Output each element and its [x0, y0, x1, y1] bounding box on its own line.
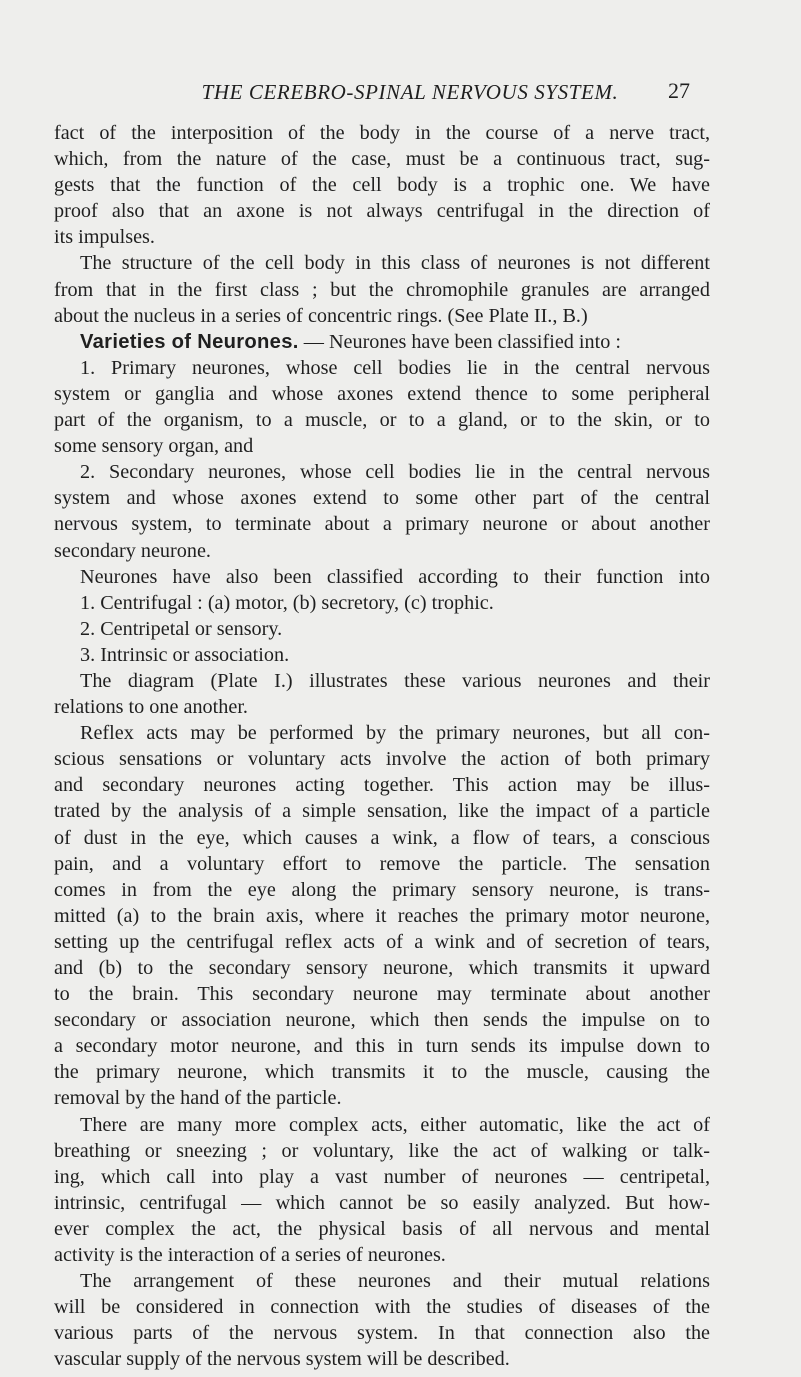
- text-line: of dust in the eye, which causes a wink, a flow of tears, a conscious: [54, 826, 710, 849]
- text-line: There are many more complex acts, either automatic, like the act of: [80, 1113, 710, 1136]
- text-line: setting up the centrifugal reflex acts of a wink and of secretion of tears,: [54, 930, 710, 953]
- text-line: relations to one another.: [54, 696, 248, 719]
- text-line: intrinsic, centrifugal — which cannot be so easily analyzed. But how-: [54, 1191, 710, 1214]
- section-heading-text: — Neurones have been classified into :: [298, 330, 621, 353]
- text-line: system and whose axones extend to some other part of the central: [54, 487, 710, 510]
- text-line: its impulses.: [54, 226, 155, 249]
- body-text: [54, 120, 710, 1373]
- text-line: secondary neurone.: [54, 539, 211, 562]
- text-line: ever complex the act, the physical basis of all nervous and mental: [54, 1217, 710, 1240]
- text-line: which, from the nature of the case, must be a continuous tract, sug-: [54, 148, 710, 171]
- text-line: fact of the interposition of the body in the course of a nerve tract,: [54, 122, 710, 144]
- text-line: system or ganglia and whose axones extend thence to some peripheral: [54, 382, 710, 405]
- text-line: proof also that an axone is not always centrifugal in the direction of: [54, 200, 710, 223]
- text-line: The arrangement of these neurones and their mutual relations: [80, 1270, 710, 1293]
- text-line: from that in the first class ; but the chromophile granules are arranged: [54, 278, 710, 301]
- text-line: a secondary motor neurone, and this in turn sends its impulse down to: [54, 1035, 710, 1058]
- text-line: 2. Centripetal or sensory.: [80, 617, 283, 640]
- text-line: The diagram (Plate I.) illustrates these various neurones and their: [80, 669, 710, 692]
- text-line: Reflex acts may be performed by the primary neurones, but all con-: [80, 722, 710, 745]
- text-line: ing, which call into play a vast number of neurones — centripetal,: [54, 1165, 710, 1188]
- text-line: to the brain. This secondary neurone may terminate about another: [54, 983, 710, 1006]
- text-line: 1. Centrifugal : (a) motor, (b) secretory, (c) trophic.: [80, 591, 494, 614]
- text-line: and (b) to the secondary sensory neurone, which transmits it upward: [54, 957, 710, 979]
- text-line: various parts of the nervous system. In that connection also the: [54, 1322, 710, 1345]
- text-line: mitted (a) to the brain axis, where it reaches the primary motor neurone,: [54, 904, 710, 927]
- text-line: trated by the analysis of a simple sensation, like the impact of a particle: [54, 800, 710, 823]
- text-line: pain, and a voluntary effort to remove the particle. The sensation: [54, 852, 710, 875]
- text-line: gests that the function of the cell body is a trophic one. We have: [54, 174, 710, 197]
- text-line: will be considered in connection with the studies of diseases of the: [54, 1296, 710, 1319]
- text-line: secondary or association neurone, which then sends the impulse on to: [54, 1009, 710, 1032]
- text-line: scious sensations or voluntary acts involve the action of both primary: [54, 748, 710, 771]
- text-line: about the nucleus in a series of concentric rings. (See Plate II., B.): [54, 304, 588, 327]
- text-line: breathing or sneezing ; or voluntary, like the act of walking or talk-: [54, 1139, 710, 1162]
- page-number: 27: [668, 78, 690, 103]
- text-line: 3. Intrinsic or association.: [80, 643, 290, 666]
- text-line: Neurones have also been classified according to their function into: [80, 565, 710, 588]
- section-heading: Varieties of Neurones.: [80, 330, 299, 353]
- text-line: 2. Secondary neurones, whose cell bodies lie in the central nervous: [80, 461, 710, 484]
- text-line: and secondary neurones acting together. This action may be illus-: [54, 774, 710, 797]
- section-heading-line: [54, 329, 710, 355]
- text-line: vascular supply of the nervous system will be described.: [54, 1348, 510, 1371]
- text-line: nervous system, to terminate about a primary neurone or about another: [54, 513, 710, 536]
- text-line: removal by the hand of the particle.: [54, 1087, 342, 1110]
- text-line: comes in from the eye along the primary sensory neurone, is trans-: [54, 878, 710, 901]
- text-line: the primary neurone, which transmits it to the muscle, causing the: [54, 1061, 710, 1084]
- text-line: The structure of the cell body in this class of neurones is not different: [80, 252, 710, 275]
- text-line: part of the organism, to a muscle, or to a gland, or to the skin, or to: [54, 409, 710, 432]
- text-line: activity is the interaction of a series of neurones.: [54, 1244, 446, 1267]
- text-line: 1. Primary neurones, whose cell bodies lie in the central nervous: [80, 356, 710, 379]
- text-line: some sensory organ, and: [54, 435, 254, 458]
- running-head-title: THE CEREBRO-SPINAL NERVOUS SYSTEM.: [201, 80, 619, 104]
